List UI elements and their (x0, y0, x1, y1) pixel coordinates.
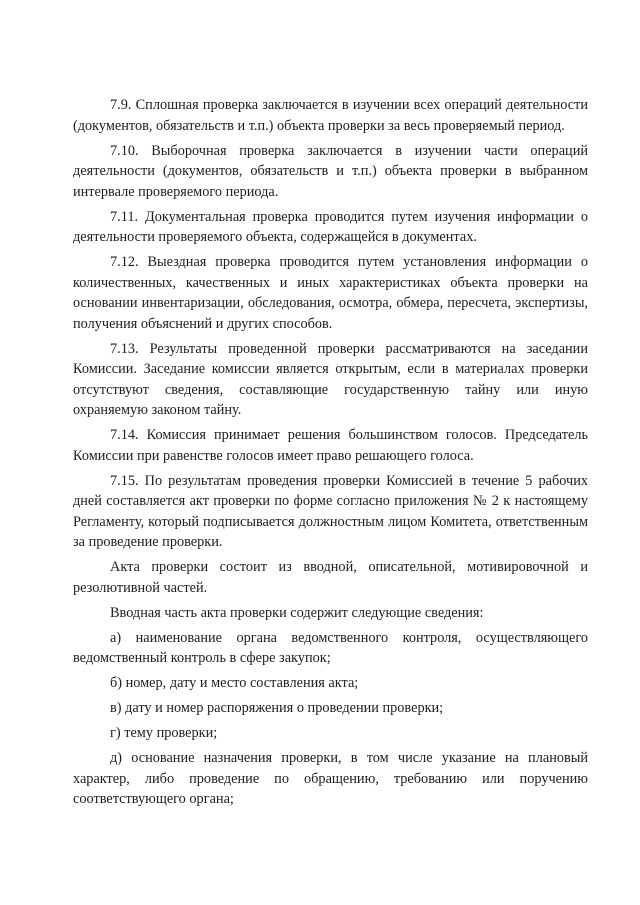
document-body (73, 95, 588, 814)
paragraph-7-13: 7.13. Результаты проведенной проверки рассматриваются на заседании Комиссии. Заседание комиссии является открытым, если в материалах проверки отсутствуют сведения, составляющие государственную тайну или иную охраняемую законом тайну. (73, 340, 588, 418)
paragraph-7-10: 7.10. Выборочная проверка заключается в изучении части операций деятельности (документов, обязательств и т.п.) объекта проверки в выбранном интервале проверяемого периода. (73, 142, 588, 200)
paragraph-7-15: 7.15. По результатам проведения проверки Комиссией в течение 5 рабочих дней составляется акт проверки по форме согласно приложения № 2 к настоящему Регламенту, который подписывается должностным лицом Комитета, ответственным за проведение проверки. (73, 472, 588, 550)
paragraph-7-12: 7.12. Выездная проверка проводится путем установления информации о количественных, качественных и иных характеристиках объекта проверки на основании инвентаризации, обследования, осмотра, обмера, пересчета, экспертизы, получения объяснений и других способов. (73, 254, 588, 332)
list-item-d: д) основание назначения проверки, в том числе указание на плановый характер, либо проведение по обращению, требованию или поручению соответствующего органа; (73, 750, 588, 807)
list-item-a: а) наименование органа ведомственного контроля, осуществляющего ведомственный контроль в сфере закупок; (73, 629, 588, 666)
list-item-b: б) номер, дату и место составления акта; (110, 675, 359, 691)
list-item-g: г) тему проверки; (110, 725, 218, 741)
paragraph-intro-part: Вводная часть акта проверки содержит следующие сведения: (110, 604, 484, 621)
paragraph-act-structure: Акта проверки состоит из вводной, описательной, мотивировочной и резолютивной частей. (73, 559, 588, 596)
paragraph-7-11: 7.11. Документальная проверка проводится путем изучения информации о деятельности проверяемого объекта, содержащейся в документах. (73, 208, 588, 245)
paragraph-7-9: 7.9. Сплошная проверка заключается в изучении всех операций деятельности (документов, обязательств и т.п.) объекта проверки за весь проверяемый период. (73, 97, 588, 134)
paragraph-7-14: 7.14. Комиссия принимает решения большинством голосов. Председатель Комиссии при равенстве голосов имеет право решающего голоса. (73, 427, 588, 464)
list-item-v: в) дату и номер распоряжения о проведении проверки; (110, 700, 444, 716)
